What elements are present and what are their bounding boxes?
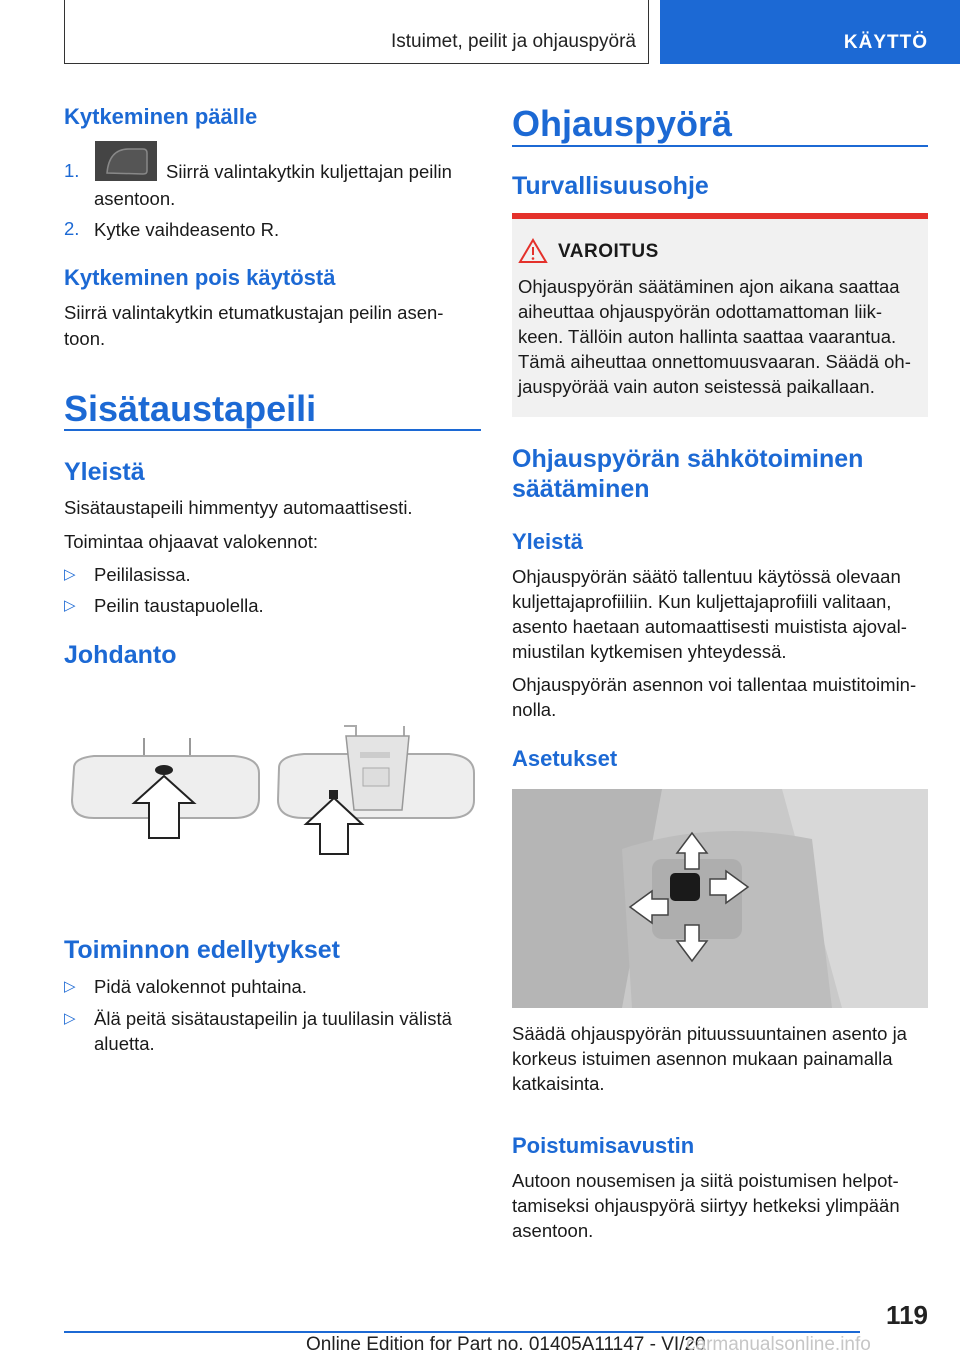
watermark-text: carmanualsonline.info	[686, 1334, 871, 1355]
edition-text: Online Edition for Part no. 01405A11147 - VI/20	[306, 1334, 706, 1355]
step-number: 2.	[64, 218, 80, 239]
mirror-illustration	[64, 718, 481, 858]
steering-switch-photo	[512, 789, 928, 1008]
on-heading: Kytkeminen päälle	[64, 104, 258, 129]
warning-line: aiheuttaa ohjauspyörän odottamattoman liik-	[518, 301, 883, 322]
paragraph-line: Autoon nousemisen ja siitä poistumisen helpot-	[512, 1170, 899, 1191]
step-number: 1.	[64, 160, 80, 181]
paragraph-line: asento haetaan automaattisesti muistista ajoval-	[512, 616, 907, 637]
chapter-label: KÄYTTÖ	[843, 32, 928, 53]
warning-title: VAROITUS	[558, 241, 659, 262]
step-text: Kytke vaihdeasento R.	[94, 219, 280, 240]
electric-heading: säätäminen	[512, 475, 650, 503]
bullet-icon: ▷	[64, 978, 76, 995]
section-title-mirror: Sisätaustapeili	[64, 388, 317, 429]
exit-heading: Poistumisavustin	[512, 1133, 695, 1158]
warning-line: keen. Tällöin auton hallinta saattaa vaarantua.	[518, 326, 897, 347]
list-item: Peilin taustapuolella.	[94, 595, 264, 616]
settings-heading: Asetukset	[512, 746, 618, 771]
mirror-switch-icon	[95, 141, 157, 181]
list-item: aluetta.	[94, 1033, 155, 1054]
warning-line: Ohjauspyörän säätäminen ajon aikana saattaa	[518, 276, 900, 297]
paragraph-line: Ohjauspyörän säätö tallentuu käytössä olevaan	[512, 566, 901, 587]
list-item: Pidä valokennot puhtaina.	[94, 976, 307, 997]
section-title-wheel: Ohjauspyörä	[512, 103, 733, 144]
bullet-icon: ▷	[64, 597, 76, 614]
list-item: Älä peitä sisätaustapeilin ja tuulilasin välistä	[94, 1008, 452, 1029]
paragraph-line: tamiseksi ohjauspyörä siirtyy hetkeksi ylimpään	[512, 1195, 900, 1216]
paragraph: toon.	[64, 328, 106, 349]
caption-line: korkeus istuimen asennon mukaan painamalla	[512, 1048, 893, 1069]
paragraph-line: nolla.	[512, 699, 557, 720]
paragraph-line: kuljettajaprofiiliin. Kun kuljettajaprofiili valitaan,	[512, 591, 892, 612]
warning-line: Tämä aiheuttaa onnettomuusvaaran. Säädä oh-	[518, 351, 911, 372]
footer-rule	[64, 1331, 860, 1333]
caption-line: katkaisinta.	[512, 1073, 605, 1094]
section-title: Istuimet, peilit ja ohjauspyörä	[390, 31, 636, 52]
list-item: Peililasissa.	[94, 564, 191, 585]
electric-heading: Ohjauspyörän sähkötoiminen	[512, 445, 864, 473]
paragraph: Sisätaustapeili himmentyy automaattisesti.	[64, 497, 413, 518]
off-heading: Kytkeminen pois käytöstä	[64, 265, 336, 290]
general-heading: Yleistä	[64, 458, 145, 486]
general-heading: Yleistä	[512, 529, 583, 554]
safety-heading: Turvallisuusohje	[512, 172, 709, 200]
requirements-heading: Toiminnon edellytykset	[64, 936, 340, 964]
page-number: 119	[886, 1300, 928, 1330]
paragraph: Toimintaa ohjaavat valokennot:	[64, 531, 319, 552]
step-text: asentoon.	[94, 188, 176, 209]
bullet-icon: ▷	[64, 1010, 76, 1027]
warning-line: jauspyörää vain auton seistessä paikallaan.	[518, 376, 875, 397]
intro-heading: Johdanto	[64, 641, 177, 669]
bullet-icon: ▷	[64, 566, 76, 583]
caption-line: Säädä ohjauspyörän pituussuuntainen asento ja	[512, 1023, 907, 1044]
chapter-tab[interactable]	[660, 0, 960, 64]
header-frame	[64, 0, 649, 64]
step-text: Siirrä valintakytkin kuljettajan peilin	[166, 161, 452, 182]
paragraph-line: miustilan kytkemisen yhteydessä.	[512, 641, 787, 662]
warning-icon	[518, 238, 548, 264]
paragraph: Siirrä valintakytkin etumatkustajan peilin asen-	[64, 302, 444, 323]
title-rule	[64, 429, 481, 431]
title-rule	[512, 145, 928, 147]
paragraph-line: Ohjauspyörän asennon voi tallentaa muistitoimin-	[512, 674, 917, 695]
paragraph-line: asentoon.	[512, 1220, 594, 1241]
